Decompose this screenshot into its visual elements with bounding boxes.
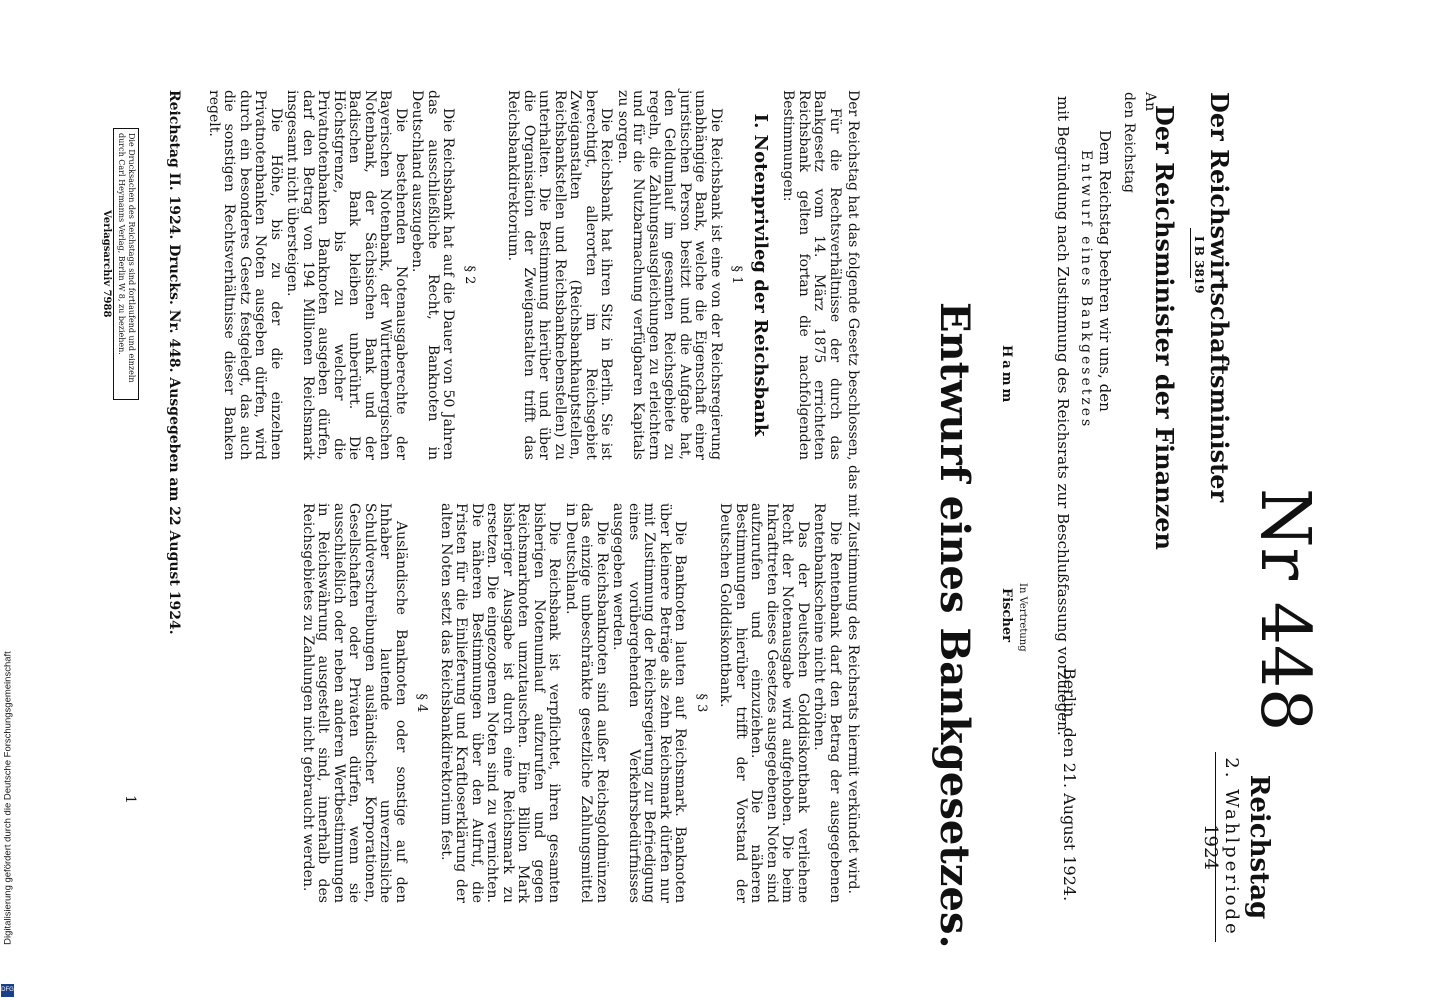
- document-title: Entwurf eines Bankgesetzes.: [931, 302, 978, 949]
- header-rule: [1215, 752, 1216, 942]
- preamble: Der Reichstag hat das folgende Gesetz beschlossen, das mit Zustimmung des Reichsrats hiermit verkündet wird.: [845, 90, 861, 894]
- sender-line1: Der Reichswirtschaftsminister: [1205, 92, 1234, 503]
- section-3-para1: Die Banknoten lauten auf Reichsmark. Banknoten über kleinere Beträge als zehn Reichsmark dürfen nur mit Zustimmung der Reichsregierung zur Befriedigung eines vorübergehenden Verkehrsbedürfnisses ausgegeben werden.: [610, 503, 689, 903]
- addressee-den: den Reichstag: [1121, 92, 1137, 193]
- sender-reference: I B 3819: [1192, 236, 1206, 294]
- section-1-para1: Die Reichsbank ist eine von der Reichsregierung unabhängige Bank, welche die Eigenschaft einer juristischen Person besitzt und die Aufgabe hat, den Geldumlauf im gesamten Reichsgebiete zu regeln, die Zahlungsausgleichungen zu erleichtern und für die Nutzbarmachung verfügbaren Kapitals zu sorgen.: [615, 90, 724, 460]
- section-4-para1: Ausländische Banknoten oder sonstige auf den Inhaber lautende unverzinsliche Schuldverschreibungen ausländischer Korporationen, Gesellschaften oder Privaten dürfen, wenn sie ausschließlich oder neben anderen Wertbestimmungen in Reichswährung ausgestellt sind, innerhalb des Reichsgebietes zu Zahlungen nicht gebraucht werden.: [300, 503, 409, 903]
- footer-archive: Verlagsarchiv 7988: [101, 210, 112, 318]
- page-number: 1: [122, 795, 138, 804]
- signature-vertretung: In Vertretung: [1017, 583, 1028, 652]
- section-1-label: § 1: [729, 265, 745, 285]
- left-intro: Für die Rechtsverhältnisse der durch das Bankgesetz vom 14. März 1875 errichteten Reichsbank gelten fortan die nachfolgenden Bestimmungen:: [780, 90, 843, 460]
- dfg-logo-icon: DFG: [1, 984, 14, 997]
- addressee-an: An: [1142, 92, 1158, 112]
- footer-note: Die Drucksachen des Reichstags sind fortlaufend und einzeln durch Carl Heymanns Verlag, Berlin W 8, zu beziehen.: [117, 133, 136, 383]
- section-4-label: § 4: [414, 693, 430, 713]
- year-label: 1924: [1200, 824, 1221, 870]
- right-column: [299, 503, 843, 903]
- right-para1: Die Rentenbank darf den Betrag der ausgegebenen Rentenbankscheine nicht erhöhen.: [811, 503, 843, 903]
- section-2-label: § 2: [462, 265, 477, 285]
- intro-line1: Dem Reichstag beehren wir uns, den: [1096, 130, 1114, 412]
- place-date: Berlin, den 21. August 1924.: [1060, 668, 1079, 902]
- intro-line3: mit Begründung nach Zustimmung des Reichsrats zur Beschlußfassung vorzulegen.: [1054, 96, 1072, 736]
- section-3-para2: Die Reichsbanknoten sind außer Reichsgoldmünzen das einzige unbeschränkte gesetzliche Zahlungsmittel in Deutschland.: [563, 503, 610, 903]
- intro-line2: Entwurf eines Bankgesetzes: [1078, 150, 1094, 430]
- section-2-para3: Die Höhe, bis zu der die einzelnen Privatnotenbanken Noten ausgeben dürfen, wird durch ein besonderes Gesetz festgelegt, das auch die sonstigen Rechtsverhältnisse dieser Banken regelt.: [206, 90, 284, 460]
- signature-hamm: Hamm: [999, 345, 1014, 406]
- document-number: Nr 448: [1245, 488, 1324, 732]
- left-column: [205, 90, 843, 460]
- section-3-para3: Die Reichsbank ist verpflichtet, ihren gesamten bisherigen Notenumlauf aufzurufen und gegen Reichsmarknoten umzutauschen. Eine Billion Mark bisheriger Ausgabe ist durch eine Reichsmark zu ersetzen. Die eingezogenen Noten sind zu vernichten. Die näheren Bestimmungen über den Aufruf, die Fristen für die Einlieferung und Kraftloserklärung der alten Noten setzt das Reichsbankdirektorium fest.: [438, 503, 563, 903]
- dfg-sidebar: [0, 598, 16, 1000]
- footer-printline: Reichstag II. 1924. Drucks. Nr. 448. Ausgegeben am 22 August 1924.: [166, 90, 182, 635]
- sender-line2: Der Reichsminister der Finanzen: [1150, 105, 1179, 550]
- reference-rule: [1190, 228, 1191, 278]
- wahlperiode-label: 2. Wahlperiode: [1221, 757, 1242, 937]
- heading-notenprivileg: I. Notenprivileg der Reichsbank: [750, 113, 771, 437]
- signature-fischer: Fischer: [999, 588, 1014, 642]
- section-2-para1: Die Reichsbank hat auf die Dauer von 50 Jahren das ausschließliche Recht, Banknoten in Deutschland auszugeben.: [409, 90, 457, 460]
- right-para2: Das der Deutschen Golddiskontbank verliehene Recht der Notenausgabe wird aufgehoben. Die beim Inkrafttreten dieses Gesetzes ausgegebenen Noten sind aufzurufen und einzuziehen. Die näheren Bestimmungen hierüber trifft der Vorstand der Deutschen Golddiskontbank.: [717, 503, 811, 903]
- section-2-para2: Die bestehenden Notenausgaberechte der Bayerischen Notenbank, der Württembergischen Notenbank, der Sächsischen Bank und der Badischen Bank bleiben unberührt. Die Höchstgrenze, bis zu welcher die Privatnotenbanken Banknoten ausgeben dürfen, darf den Betrag von 194 Millionen Reichsmark insgesamt nicht übersteigen.: [284, 90, 409, 460]
- dfg-credit-text: Digitalisierung gefördert durch die Deutsche Forschungsgemeinschaft: [2, 651, 14, 945]
- section-1-para2: Die Reichsbank hat ihren Sitz in Berlin. Sie ist berechtigt, allerorten im Reichsgebiet Zweiganstalten (Reichsbankhauptstellen, Reichsbankstellen und Reichsbanknebenstellen) zu unterhalten. Die Bestimmung hierüber und über die Organisation der Zweiganstalten trifft das Reichsbankdirektorium.: [505, 90, 615, 460]
- reichstag-label: Reichstag: [1244, 774, 1274, 920]
- footer-note-box: [113, 128, 139, 400]
- section-3-label: § 3: [694, 693, 709, 713]
- parliament-block: [1200, 752, 1274, 942]
